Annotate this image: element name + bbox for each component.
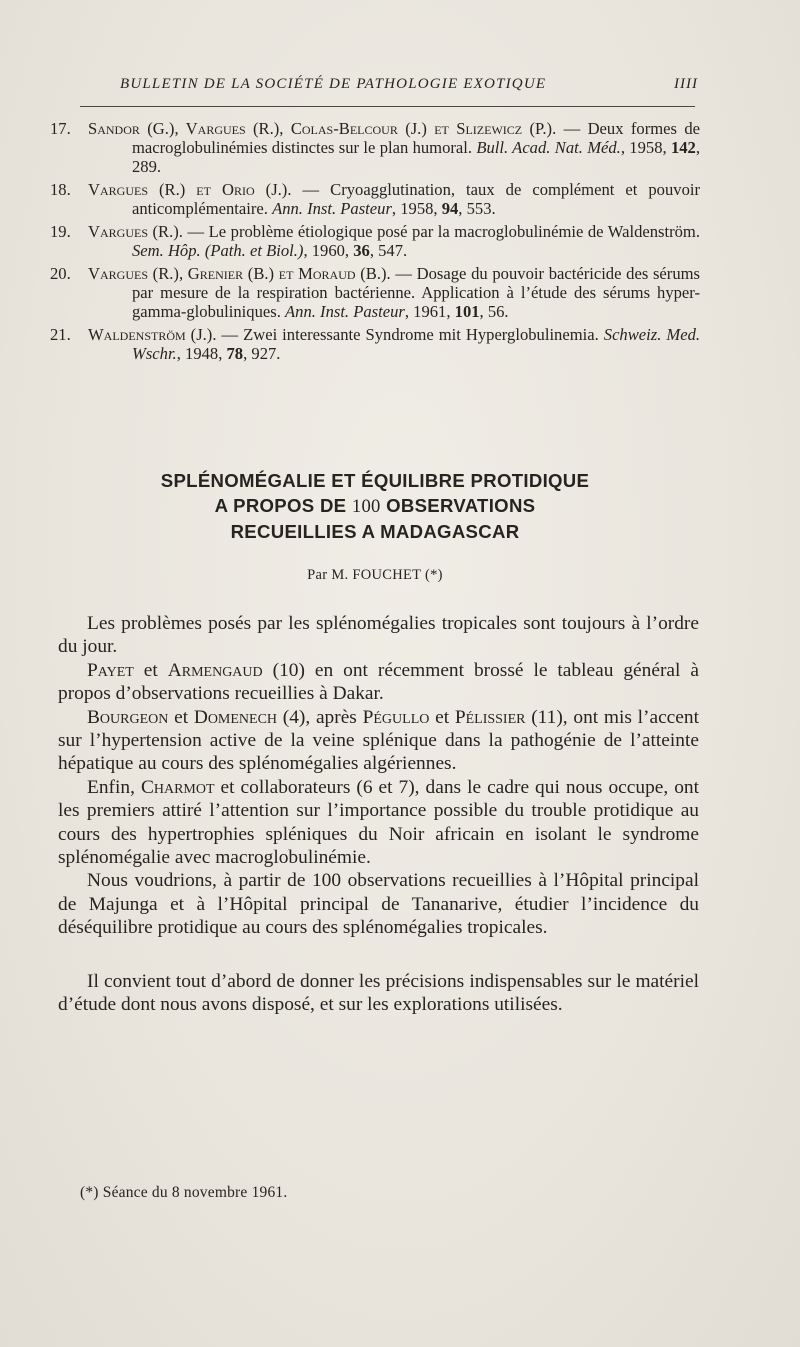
reference-list: [50, 119, 700, 367]
reference-item: [50, 264, 700, 322]
reference-pages: , 289.: [132, 138, 700, 177]
author-name: Payet: [87, 659, 134, 681]
reference-title: — Deux formes de macroglobulinémies distinctes sur le plan humoral.: [132, 119, 700, 158]
author-name: Charmot: [140, 776, 215, 798]
article-title-line: SPLÉNOMÉGALIE ET ÉQUILIBRE PROTIDIQUE: [160, 470, 590, 491]
author-name: Pélissier: [454, 706, 526, 728]
reference-number: 21.: [50, 325, 71, 345]
reference-item: [50, 222, 700, 260]
reference-title: — Le problème étiologique posé par la macroglobulinémie de Waldenström.: [182, 222, 700, 242]
reference-year: , 1961,: [404, 302, 455, 322]
article-title-line: RECUEILLIES A MADAGASCAR: [230, 521, 520, 542]
author-name: Bourgeon: [87, 706, 169, 728]
reference-item: [50, 325, 700, 363]
author-name: Armengaud: [167, 659, 263, 681]
paragraph-text: et collaborateurs (6 et 7), dans le cadre qui nous occupe, ont les premiers attiré l’attention sur l’importance possible du trouble protidique au cours des hypertrophies spléniques du Noir africain en isolant le syndrome splénomégalie avec macroglobulinémie.: [58, 776, 699, 869]
reference-pages: , 927.: [243, 344, 281, 364]
article-title-segment: OBSERVATIONS: [380, 495, 536, 516]
reference-volume: 36: [353, 241, 370, 261]
author-name: Domenech: [193, 706, 278, 728]
reference-journal: Schweiz. Med. Wschr.: [132, 325, 701, 364]
reference-year: , 1960,: [303, 241, 354, 261]
reference-number: 18.: [50, 180, 71, 200]
reference-journal: Ann. Inst. Pasteur: [272, 199, 392, 219]
reference-authors: Vargues (R.), Grenier (B.) et Moraud (B.).: [88, 263, 391, 283]
reference-year: , 1958,: [620, 138, 671, 158]
article-body: [58, 612, 699, 1017]
running-head: [120, 76, 698, 93]
reference-authors: Waldenström (J.).: [88, 325, 217, 345]
article-title-number: 100: [351, 496, 381, 517]
footnote: (*) Séance du 8 novembre 1961.: [80, 1184, 288, 1201]
paragraph: Nous voudrions, à partir de 100 observations recueillies à l’Hôpital principal de Majunga et à l’Hôpital principal de Tananarive, étudier l’incidence du déséquilibre protidique au cours des splénomégalies tropicales.: [58, 870, 699, 939]
reference-journal: Sem. Hôp. (Path. et Biol.): [132, 241, 304, 261]
paragraph: [58, 706, 699, 776]
reference-authors: Vargues (R.) et Orio (J.).: [88, 180, 292, 200]
paragraph: Il convient tout d’abord de donner les précisions indispensables sur le matériel d’étude dont nous avons disposé, et sur les explorations utilisées.: [58, 970, 699, 1016]
reference-item: [50, 119, 700, 177]
paragraph-text: (11), ont mis l’accent sur l’hypertension active de la veine splénique dans la pathogénie de l’atteinte hépatique au cours des splénomégalies algériennes.: [58, 706, 699, 775]
author-byline: Par M. FOUCHET (*): [307, 567, 443, 583]
reference-pages: , 56.: [479, 302, 509, 322]
article-title: [60, 468, 690, 544]
reference-volume: 101: [454, 302, 480, 322]
paragraph: Les problèmes posés par les splénomégalies tropicales sont toujours à l’ordre du jour.: [58, 613, 699, 658]
reference-year: , 1958,: [391, 199, 442, 219]
page-number: IIII: [674, 76, 698, 92]
reference-title: — Zwei interessante Syndrome mit Hyperglobulinemia.: [216, 325, 604, 345]
paragraph-text: et: [133, 659, 168, 681]
reference-authors: Vargues (R.).: [88, 222, 183, 242]
reference-journal: Bull. Acad. Nat. Méd.: [476, 138, 621, 158]
reference-year: , 1948,: [176, 344, 227, 364]
article-title-segment: A PROPOS DE: [214, 495, 352, 516]
reference-journal: Ann. Inst. Pasteur: [285, 302, 405, 322]
author-name: Pégullo: [362, 706, 430, 728]
journal-title: BULLETIN DE LA SOCIÉTÉ DE PATHOLOGIE EXOTIQUE: [120, 76, 547, 92]
reference-item: [50, 180, 700, 218]
paragraph-text: Enfin,: [87, 776, 141, 798]
paragraph: [58, 659, 699, 706]
paragraph-text: et: [168, 706, 194, 728]
reference-title: — Cryoagglutination, taux de complément et pouvoir anticomplémentaire.: [132, 180, 700, 219]
reference-title: — Dosage du pouvoir bactéricide des sérums par mesure de la respiration bactérienne. Application à l’étude des sérums hyper-gamma-globuliniques.: [132, 263, 700, 322]
reference-number: 17.: [50, 119, 71, 138]
reference-number: 20.: [50, 263, 71, 283]
article-title-line: [60, 493, 690, 519]
reference-pages: , 547.: [369, 241, 408, 261]
paragraph-text: (10) en ont récemment brossé le tableau général à propos d’observations recueillies à Dakar.: [58, 659, 699, 705]
reference-authors: Sandor (G.), Vargues (R.), Colas-Belcour (J.) et Slizewicz (P.).: [88, 119, 557, 138]
paragraph: [58, 776, 699, 870]
paragraph-text: et: [429, 706, 455, 728]
reference-volume: 142: [670, 138, 696, 158]
reference-volume: 78: [226, 344, 244, 364]
reference-pages: , 553.: [458, 199, 496, 219]
paragraph-text: (4), après: [277, 706, 363, 728]
header-rule: [80, 106, 695, 107]
reference-volume: 94: [441, 199, 459, 219]
reference-number: 19.: [50, 222, 71, 242]
